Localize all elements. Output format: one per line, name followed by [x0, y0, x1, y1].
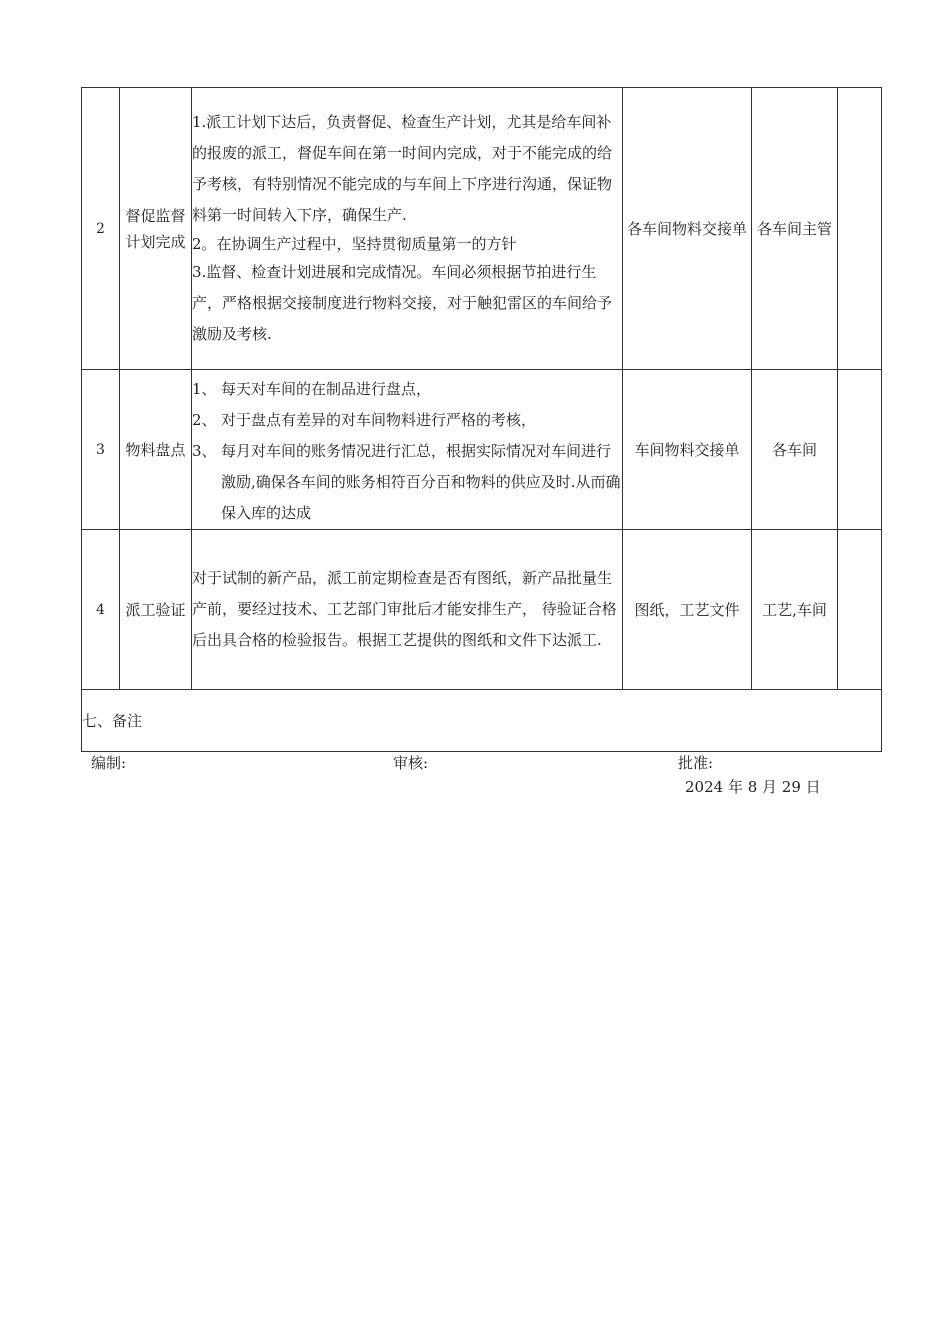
table-row: [82, 88, 882, 370]
related-document: 各车间物料交接单: [623, 88, 752, 370]
process-table: [81, 87, 882, 752]
list-marker: 3、: [192, 441, 217, 460]
empty-cell: [838, 530, 882, 690]
editor-label: 编制:: [91, 754, 127, 772]
related-document: 车间物料交接单: [623, 370, 752, 530]
table-row: [82, 370, 882, 530]
list-marker: 1、: [192, 379, 217, 398]
task-content: [192, 530, 623, 690]
approver-label: 批准:: [678, 754, 714, 772]
reviewer-label: 审核:: [393, 754, 429, 772]
empty-cell: [838, 88, 882, 370]
content-paragraph: 对于试制的新产品，派工前定期检查是否有图纸，新产品批量生产前，要经过技术、工艺部门审批后才能安排生产， 待验证合格后出具合格的检验报告。根据工艺提供的图纸和文件下达派工.: [192, 569, 617, 649]
document-date: 2024 年 8 月 29 日: [685, 778, 821, 796]
table-row: [82, 530, 882, 690]
empty-cell: [838, 370, 882, 530]
task-name: 物料盘点: [120, 370, 192, 530]
responsible-party: 各车间: [752, 370, 838, 530]
list-marker: 2、: [192, 410, 217, 429]
content-paragraph: 1.派工计划下达后，负责督促、检查生产计划，尤其是给车间补的报废的派工，督促车间在第一时间内完成，对于不能完成的给予考核，有特别情况不能完成的与车间上下序进行沟通，保证物料第一时间转入下序，确保生产.: [192, 113, 613, 224]
content-paragraph: 2。在协调生产过程中，坚持贯彻质量第一的方针: [192, 235, 517, 253]
related-document: 图纸，工艺文件: [623, 530, 752, 690]
task-content: [192, 370, 623, 530]
list-item: [192, 374, 622, 405]
remark-row: [82, 690, 882, 752]
row-number: 3: [82, 370, 120, 530]
row-number: 4: [82, 530, 120, 690]
task-content: [192, 88, 623, 370]
responsible-party: 工艺,车间: [752, 530, 838, 690]
list-text: 每天对车间的在制品进行盘点，: [221, 379, 432, 398]
list-item: [192, 405, 622, 436]
list-text: 对于盘点有差异的对车间物料进行严格的考核，: [221, 410, 537, 429]
responsible-party: 各车间主管: [752, 88, 838, 370]
content-paragraph: 3.监督、检查计划进展和完成情况。车间必须根据节拍进行生产，严格根据交接制度进行物料交接，对于触犯雷区的车间给予激励及考核.: [192, 263, 613, 343]
task-name: 派工验证: [120, 530, 192, 690]
remark-label: 七、备注: [82, 690, 882, 752]
list-text: 每月对车间的账务情况进行汇总，根据实际情况对车间进行激励,确保各车间的账务相符百分百和物料的供应及时.从而确保入库的达成: [221, 441, 621, 522]
task-name: 督促监督计划完成: [120, 88, 192, 370]
list-item: [192, 436, 622, 529]
row-number: 2: [82, 88, 120, 370]
